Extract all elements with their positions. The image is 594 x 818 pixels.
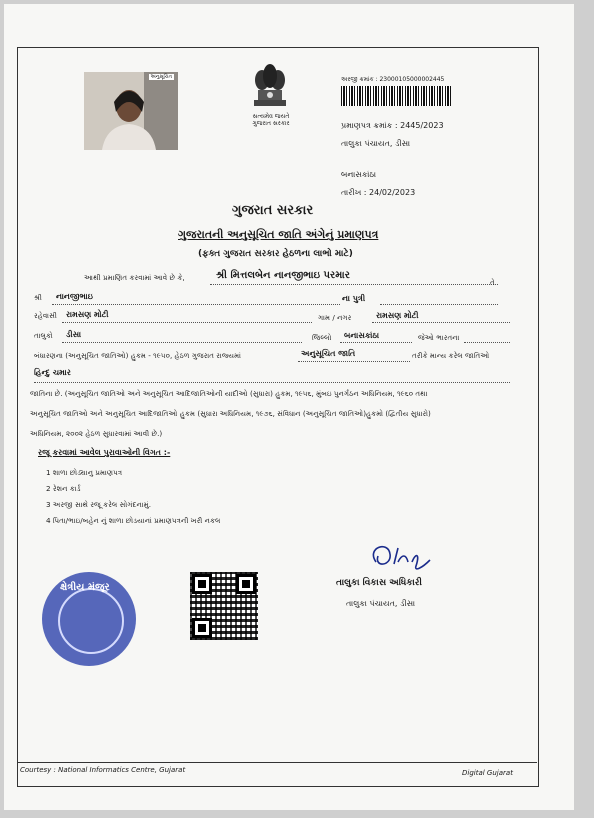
resident-label: રહેવાસી [34, 311, 57, 320]
signature-scribble [364, 540, 434, 574]
person-name: શ્રી મિત્તલબેન નાનજીભાઇ પરમાર [216, 270, 350, 281]
district-label: જિલ્લો [312, 333, 332, 342]
footer-courtesy: Courtesy : National Informatics Centre, Gujarat [20, 766, 186, 774]
certificate-title: ગુજરાતની અનુસૂચિત જાતિ અંગેનું પ્રમાણપત્ર [178, 228, 379, 241]
taluka-value: ડીસા [66, 330, 82, 339]
state-text: જેઓ ભારતના [418, 333, 460, 342]
emblem-motto: સત્યમેવ જયતે [252, 113, 290, 120]
photo-badge: અનુસૂચિત [150, 74, 172, 80]
issue-date: તારીખ : 24/02/2023 [341, 188, 416, 197]
document-item-2: 2 રેશન કાર્ડ [46, 484, 81, 493]
document-item-3: 3 અરજી સાથે રજૂ કરેલ સોગંદનામું. [46, 500, 152, 509]
seal-text: ક્ષેત્રીય મંજૂર [60, 582, 110, 593]
govt-title: ગુજરાત સરકાર [232, 203, 314, 218]
document-item-1: 1 શાળા છોડ્યાનુ પ્રમાણપત્ર [46, 468, 123, 477]
village-label: ગામ / નગર [318, 313, 352, 322]
district-value: બનાસકાંઠા [344, 331, 380, 340]
father-name: નાનજીભાઇ [56, 292, 93, 301]
resident-value: રામસણ મોટી [66, 310, 109, 319]
qr-code [190, 572, 258, 640]
documents-heading: રજૂ કરવામાં આવેલ પુરાવાઓની વિગત :- [38, 448, 171, 457]
signatory-office: તાલુકા પંચાયત, ડીસા [346, 599, 416, 608]
father-prefix: શ્રી [34, 293, 42, 302]
suffix-te: તે [490, 278, 495, 287]
caste-name: હિન્દુ ચમાર [34, 368, 71, 377]
legal-para-line-1: જાતિના છે. (અનુસૂચિત જાતિઓ અને અનુસૂચિત આદિજાતિઓની યાદીઓ (સુધારા) હુકમ, ૧૯૫૬, મુંબઇ પુનર્ગઠન અધિનિયમ, ૧૯૬૦ તથા [30, 389, 428, 398]
signatory-designation: તાલુકા વિકાસ અધિકારી [336, 578, 423, 588]
applicant-photo [84, 72, 178, 150]
barcode [341, 86, 451, 106]
legal-para-line-2: અનુસૂચિત જાતિઓ અને અનુસૂચિત આદિજાતિઓ હુકમ (સુધારા અધિનિયમ, ૧૯૭૬, સંવિધાન (અનુસૂચિત જાતિઓ)હુકમો (દ્વિતીય સુધારો) [30, 409, 431, 418]
certificate-number: પ્રમાણપત્ર ક્રમાંક : 2445/2023 [341, 121, 444, 130]
signature-mark [376, 568, 378, 569]
application-number: અરજી ક્રમાંક : 23000105000002445 [341, 76, 445, 83]
emblem-govt-label: ગુજરાત સરકાર [252, 120, 290, 127]
issuing-district: બનાસકાંઠા [341, 170, 377, 179]
relation-text: ના પુત્રી [342, 294, 366, 303]
village-value: રામસણ મોટી [376, 311, 419, 320]
taluka-label: તાલુકો [34, 331, 53, 340]
footer-brand: Digital Gujarat [462, 769, 513, 777]
certificate-note: (ફક્ત ગુજરાત સરકાર હેઠળના લાભો માટે) [198, 249, 353, 259]
order-suffix: તરીકે માન્ય કરેલ જાતિઓ [412, 351, 490, 360]
caste-category: અનુસૂચિત જાતિ [301, 349, 356, 358]
national-emblem-icon [246, 60, 294, 112]
order-line: બંધારણના (અનુસૂચિત જાતિઓ) હુકમ - ૧૯૫૦, હેઠળ ગુજરાત રાજ્યમાં [34, 351, 241, 360]
issuing-office: તાલુકા પંચાયત, ડીસા [341, 139, 411, 148]
legal-para-line-3: અધિનિયમ, ૨૦૦૨ હેઠળ સુધારવામાં આવી છે.) [30, 429, 163, 438]
document-item-4: 4 પિતા/ભાઇ/બહેન નું શાળા છોડયાનાં પ્રમાણપત્રની ખરી નકલ [46, 516, 221, 525]
intro-text: આથી પ્રમાણિત કરવામાં આવે છે કે, [84, 273, 185, 282]
